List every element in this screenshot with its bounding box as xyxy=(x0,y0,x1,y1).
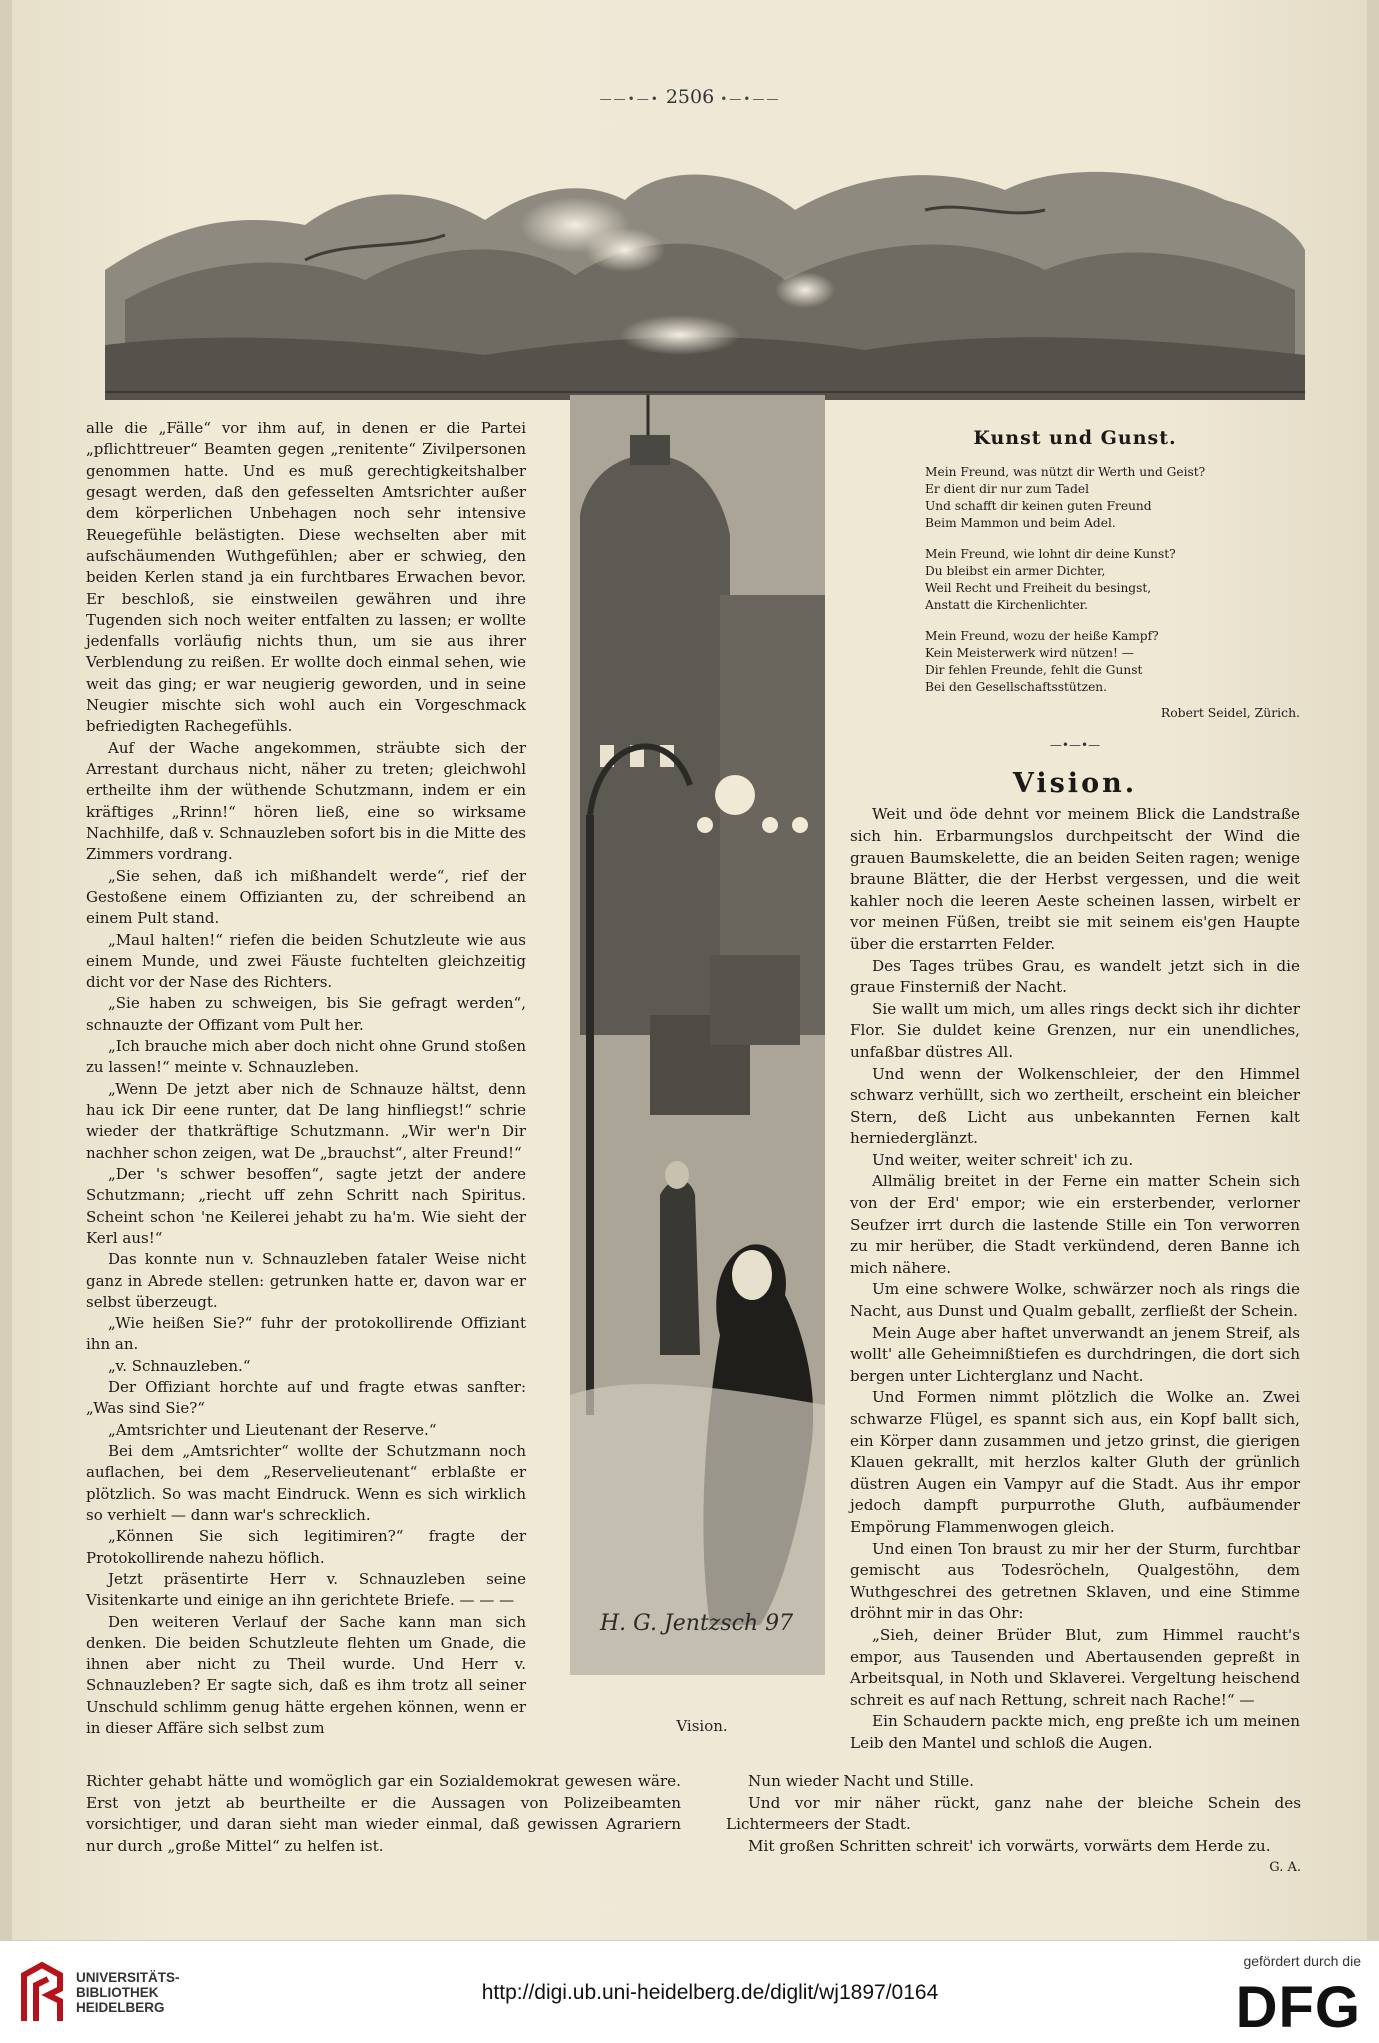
left-paragraph: Jetzt präsentirte Herr v. Schnauzleben seine Visitenkarte und einige an ihn gerichtete Briefe. — — — xyxy=(86,1569,526,1610)
left-paragraph: „Ich brauche mich aber doch nicht ohne Grund stoßen zu lassen!“ meinte v. Schnauzleben. xyxy=(86,1037,526,1077)
left-paragraph: Bei dem „Amtsrichter“ wollte der Schutzmann noch auflachen, bei dem „Reservelieutenant“ erblaßte er plötzlich. So was macht Eindruck. Wenn es sich wirklich so verhielt — dann war's schrecklich. xyxy=(86,1442,526,1524)
right-column-bottom xyxy=(726,1771,1301,1879)
vision-paragraph: Um eine schwere Wolke, schwärzer noch als rings die Nacht, aus Dunst und Qualm geballt, zerfließt der Schein. xyxy=(850,1280,1300,1321)
illustration-signature: H. G. Jentzsch 97 xyxy=(600,1611,794,1636)
vision-bottom-paragraph: Und vor mir näher rückt, ganz nahe der bleiche Schein des Lichtermeers der Stadt. xyxy=(726,1793,1301,1834)
divider: —•—•— xyxy=(1049,738,1101,753)
poem-line: Er dient dir nur zum Tadel xyxy=(925,481,1089,496)
sky-illustration xyxy=(105,140,1305,400)
page-number xyxy=(560,86,820,108)
left-paragraph: „Wie heißen Sie?“ fuhr der protokollirende Offiziant ihn an. xyxy=(86,1314,526,1354)
page-ornament-right: •—•—— xyxy=(720,92,781,106)
left-bottom-paragraph: Richter gehabt hätte und womöglich gar ein Sozialdemokrat gewesen wäre. Erst von jetzt ab beurtheilte er die Aussagen von Polizeibeamten vorsichtiger, und daran sieht man wieder einmal, daß gewissen Agrariern nur durch „große Mittel“ zu helfen ist. xyxy=(86,1772,681,1855)
vision-paragraph: Und weiter, weiter schreit' ich zu. xyxy=(872,1150,1134,1169)
poem-line: Mein Freund, wozu der heiße Kampf? xyxy=(925,628,1159,643)
poem-author: Robert Seidel, Zürich. xyxy=(1160,704,1300,720)
left-paragraph: Auf der Wache angekommen, sträubte sich der Arrestant durchaus nicht, näher zu treten; gleichwohl ertheilte ihm der wüthende Schutzmann, indem er ein kräftiges „Rrinn!“ hören ließ, eine so wirksame Nachhilfe, daß v. Schnauzleben sofort bis in die Mitte des Zimmers vordrang. xyxy=(86,738,526,864)
left-paragraph: „Amtsrichter und Lieutenant der Reserve.“ xyxy=(108,1420,437,1439)
sponsor-label: gefördert durch die xyxy=(1243,1953,1361,1969)
vision-bottom-paragraph: Nun wieder Nacht und Stille. xyxy=(748,1772,974,1790)
poem-line: Kein Meisterwerk wird nützen! — xyxy=(925,645,1134,660)
poem-stanza xyxy=(925,464,1300,532)
vision-body xyxy=(850,804,1300,1754)
left-column xyxy=(86,418,526,1739)
poem-stanza xyxy=(925,546,1300,614)
dfg-logo: DFG xyxy=(1235,1975,1361,2040)
poem-line: Mein Freund, was nützt dir Werth und Geist? xyxy=(925,464,1206,479)
vision-paragraph: Und Formen nimmt plötzlich die Wolke an. Zwei schwarze Flügel, es spannt sich aus, ein Kopf ballt sich, ein Körper dann zusammen und jetzo grinst, die gierigen Klauen gekrallt, mit herzlos kalter Gluth der grünlich düstren Augen ein Vampyr auf die Stadt. Aus ihr empor jedoch dampft purpurrothe Gluth, aufbäumender Empörung Flammenwogen gleich. xyxy=(850,1388,1300,1536)
library-line: HEIDELBERG xyxy=(76,2000,165,2015)
footer xyxy=(0,1940,1379,2043)
vision-paragraph: Sie wallt um mich, um alles rings deckt sich ihr dichter Flor. Sie duldet keine Grenzen, nur ein unendliches, unfaßbar düstres All. xyxy=(850,999,1300,1061)
poem xyxy=(925,464,1300,696)
poem-stanza xyxy=(925,628,1300,696)
left-paragraph: „v. Schnauzleben.“ xyxy=(108,1356,251,1375)
poem-line: Bei den Gesellschaftsstützen. xyxy=(925,679,1108,694)
illustration-caption: Vision. xyxy=(676,1717,728,1735)
vision-paragraph: Ein Schaudern packte mich, eng preßte ich um meinen Leib den Mantel und schloß die Augen. xyxy=(850,1712,1300,1752)
vision-paragraph: „Sieh, deiner Brüder Blut, zum Himmel raucht's empor, aus Tausenden und Abertausenden gepreßt in Arbeitsqual, in Noth und Sklaverei. Vergeltung heischend schreit es auf nach Rettung, schreit nach Rache!“ — xyxy=(850,1625,1300,1709)
vision-bottom-paragraph: Mit großen Schritten schreit' ich vorwärts, vorwärts dem Herde zu. xyxy=(748,1836,1271,1855)
vision-paragraph: Des Tages trübes Grau, es wandelt jetzt sich in die graue Finsterniß der Nacht. xyxy=(850,956,1300,997)
left-paragraph: Der Offiziant horchte auf und fragte etwas sanfter: „Was sind Sie?“ xyxy=(86,1378,526,1418)
poem-line: Beim Mammon und beim Adel. xyxy=(925,515,1116,530)
left-paragraph: „Sie sehen, daß ich mißhandelt werde“, rief der Gestoßene einem Offizianten zu, der schreibend an einem Pult stand. xyxy=(86,866,526,928)
left-paragraph: „Können Sie sich legitimiren?“ fragte der Protokollirende nahezu höflich. xyxy=(86,1527,526,1567)
left-paragraph: Den weiteren Verlauf der Sache kann man sich denken. Die beiden Schutzleute flehten um Gnade, die ihnen aber nicht zu Theil wurde. Und Herr v. Schnauzleben? Er sagte sich, daß es ihm trotz all seiner Unschuld schlimm genug hätte ergehen können, wenn er in dieser Affäre sich selbst zum xyxy=(86,1612,526,1738)
library-line: UNIVERSITÄTS- xyxy=(76,1970,180,1985)
vision-paragraph: Weit und öde dehnt vor meinem Blick die Landstraße sich hin. Erbarmungslos durchpeitscht der Wind die grauen Baumskelette, die an beiden Seiten ragen; wenige braune Blätter, die der Herbst vergessen, und die weit kahler noch die leeren Aeste scheinen lassen, wirbelt er vor meinen Füßen, treibt sie mit seinem eis'gen Haupte über die erstarrten Felder. xyxy=(850,805,1300,953)
vision-title: Vision. xyxy=(1012,767,1138,799)
poem-line: Dir fehlen Freunde, fehlt die Gunst xyxy=(925,662,1143,677)
left-paragraph: „Wenn De jetzt aber nich de Schnauze hältst, denn hau ick Dir eene runter, dat De lang hinfliegst!“ schrie wieder der thatkräftige Schutzmann. „Wir wer'n Dir nachher schon zeigen, wat De „brauchst“, alter Freund!“ xyxy=(86,1079,526,1162)
page-number-text: 2506 xyxy=(665,86,715,108)
left-paragraph: „Sie haben zu schweigen, bis Sie gefragt werden“, schnauzte der Offizant vom Pult her. xyxy=(86,994,526,1034)
page-ornament-left: ——•—• xyxy=(599,92,660,106)
poem-title: Kunst und Gunst. xyxy=(973,427,1177,449)
vision-paragraph: Und einen Ton braust zu mir her der Sturm, furchtbar gemischt aus Todesröcheln, Qualgestöhn, dem Wuthgeschrei des getretnen Sklaven, und eine Stimme dröhnt mir in das Ohr: xyxy=(850,1539,1300,1623)
poem-line: Du bleibst ein armer Dichter, xyxy=(925,563,1106,578)
left-paragraph: „Maul halten!“ riefen die beiden Schutzleute wie aus einem Munde, und zwei Fäuste fuchtelten gleichzeitig dicht vor der Nase des Richters. xyxy=(86,930,526,992)
poem-line: Weil Recht und Freiheit du besingst, xyxy=(925,580,1152,595)
left-paragraph: alle die „Fälle“ vor ihm auf, in denen er die Partei „pflichttreuer“ Beamten gegen „renitente“ Zivilpersonen genommen hatte. Und es muß gerechtigkeitshalber gesagt werden, daß den gefesselten Amtsrichter außer dem körperlichen Unbehagen noch sehr intensive Reuegefühle belästigten. Diese wechselten aber mit aufschäumenden Wuthgefühlen; aber er schwieg, den beiden Kerlen stand ja ein furchtbares Erwachen bevor. Er beschloß, sie einstweilen gewähren und ihre Tugenden sich noch weiter entfalten zu lassen; er wollte jedenfalls vorläufig nichts thun, um sie aus ihrer Verblendung zu reißen. Er wollte doch einmal sehen, wie weit das ging; er war neugierig geworden, und in seine Neugier mischte sich wohl auch ein Vorgeschmack befriedigten Rachegefühls. xyxy=(86,419,526,736)
street-illustration xyxy=(570,395,825,1675)
vision-signature: G. A. xyxy=(1269,1860,1301,1876)
vision-paragraph: Mein Auge aber haftet unverwandt an jenem Streif, als wollt' alle Geheimnißtiefen es durchdringen, die dort sich bergen unter Lichterglanz und Nacht. xyxy=(850,1323,1300,1385)
left-paragraph: „Der 's schwer besoffen“, sagte jetzt der andere Schutzmann; „riecht uff zehn Schritt nach Spiritus. Scheint schon 'ne Keilerei jehabt zu ha'm. Wie sieht der Kerl aus!“ xyxy=(86,1164,526,1247)
right-column xyxy=(850,418,1300,1755)
left-column-bottom xyxy=(86,1771,681,1857)
library-line: BIBLIOTHEK xyxy=(76,1985,159,2000)
library-name xyxy=(76,1970,180,2015)
vision-paragraph: Allmälig breitet in der Ferne ein matter Schein sich von der Erd' empor; wie ein ersterbender, verlorner Seufzer irrt durch die lastende Stille ein Ton verworren zu mir herüber, die Stadt verkündend, deren Banne ich mich nähere. xyxy=(850,1172,1300,1277)
poem-line: Anstatt die Kirchenlichter. xyxy=(925,597,1089,612)
source-url[interactable]: http://digi.ub.uni-heidelberg.de/diglit/wj1897/0164 xyxy=(481,1981,939,2004)
university-logo-icon xyxy=(18,1959,66,2029)
vision-paragraph: Und wenn der Wolkenschleier, der den Himmel schwarz verhüllt, sich wo zertheilt, erscheint ein bleicher Stern, deß Licht aus unbekannten Fernen kalt herniederglänzt. xyxy=(850,1064,1300,1148)
poem-line: Mein Freund, wie lohnt dir deine Kunst? xyxy=(925,546,1176,561)
left-paragraph: Das konnte nun v. Schnauzleben fataler Weise nicht ganz in Abrede stellen: getrunken hatte er, davon war er selbst überzeugt. xyxy=(86,1250,526,1311)
poem-line: Und schafft dir keinen guten Freund xyxy=(925,498,1152,513)
